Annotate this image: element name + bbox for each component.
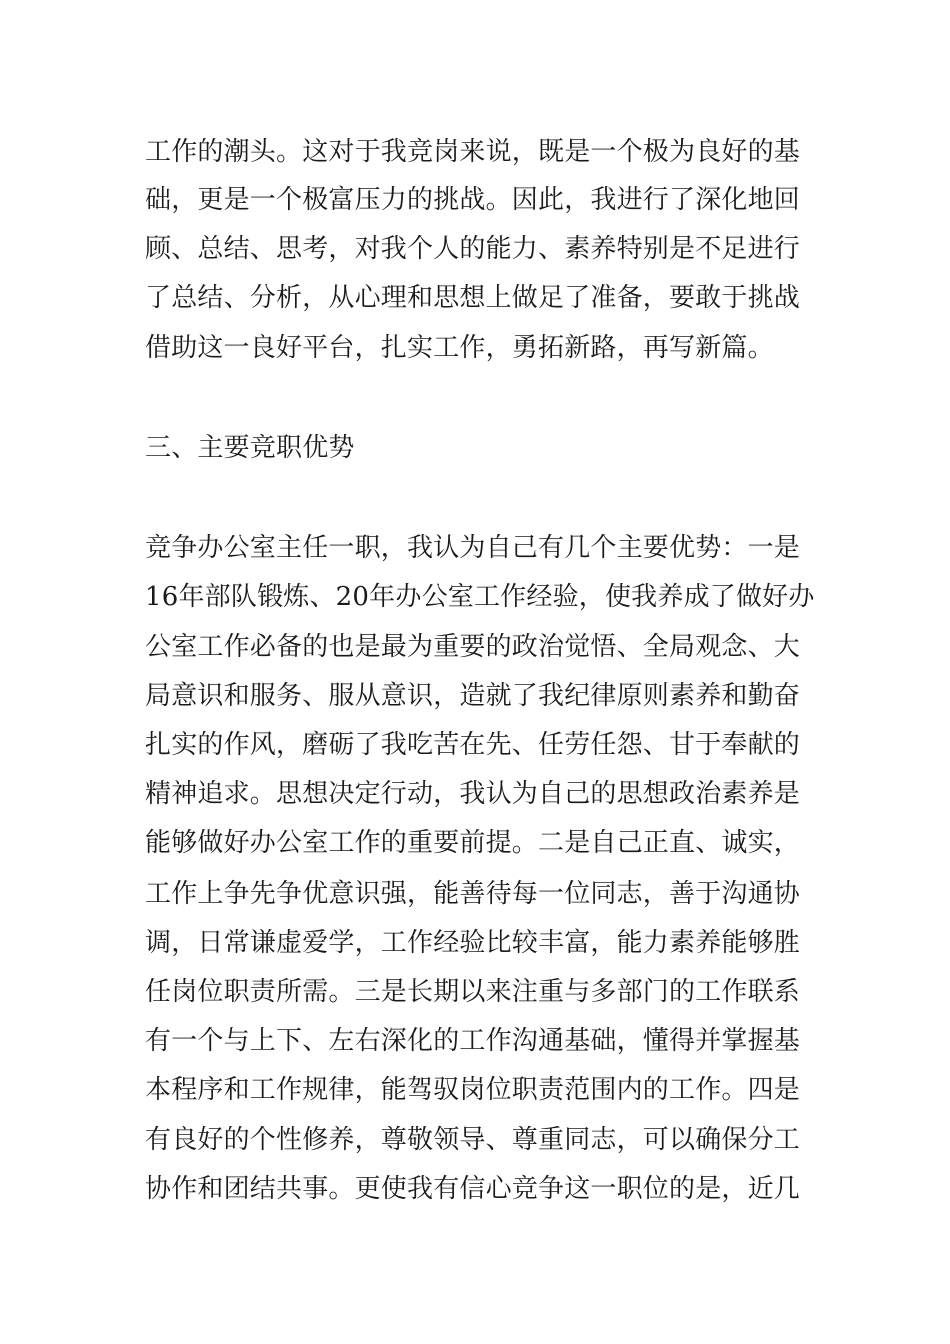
paragraph-2-line-5: 扎实的作风，磨砺了我吃苦在先、任劳任怨、甘于奉献的 (145, 730, 801, 760)
paragraph-2-line-2: 16年部队锻炼、20年办公室工作经验，使我养成了做好办 (145, 582, 815, 612)
paragraph-2-line-12: 本程序和工作规律，能驾驭岗位职责范围内的工作。四是 (145, 1075, 801, 1105)
paragraph-1-line-3: 顾、总结、思考，对我个人的能力、素养特别是不足进行 (145, 234, 801, 264)
paragraph-1-line-4: 了总结、分析，从心理和思想上做足了准备，要敢于挑战 (145, 283, 801, 313)
paragraph-2-line-9: 调，日常谦虚爱学，工作经验比较丰富，能力素养能够胜 (145, 928, 801, 958)
paragraph-2-line-10: 任岗位职责所需。三是长期以来注重与多部门的工作联系 (145, 977, 801, 1007)
paragraph-2-line-4: 局意识和服务、服从意识，造就了我纪律原则素养和勤奋 (145, 681, 801, 711)
paragraph-2-line-1: 竞争办公室主任一职，我认为自己有几个主要优势：一是 (145, 533, 801, 563)
paragraph-2-line-8: 工作上争先争优意识强，能善待每一位同志，善于沟通协 (145, 879, 801, 909)
paragraph-2-line-7: 能够做好办公室工作的重要前提。二是自己正直、诚实， (145, 828, 801, 858)
paragraph-2-line-6: 精神追求。思想决定行动，我认为自己的思想政治素养是 (145, 779, 801, 809)
paragraph-2-line-11: 有一个与上下、左右深化的工作沟通基础，懂得并掌握基 (145, 1026, 801, 1056)
paragraph-1-line-1: 工作的潮头。这对于我竞岗来说，既是一个极为良好的基 (145, 137, 801, 167)
section-heading: 三、主要竞职优势 (145, 433, 355, 463)
paragraph-2-line-3: 公室工作必备的也是最为重要的政治觉悟、全局观念、大 (145, 632, 801, 662)
paragraph-1-line-5: 借助这一良好平台，扎实工作，勇拓新路，再写新篇。 (145, 333, 774, 363)
paragraph-2-line-14: 协作和团结共事。更使我有信心竞争这一职位的是，近几 (145, 1174, 801, 1204)
paragraph-1-line-2: 础，更是一个极富压力的挑战。因此，我进行了深化地回 (145, 185, 801, 215)
paragraph-2-line-13: 有良好的个性修养，尊敬领导、尊重同志，可以确保分工 (145, 1125, 801, 1155)
